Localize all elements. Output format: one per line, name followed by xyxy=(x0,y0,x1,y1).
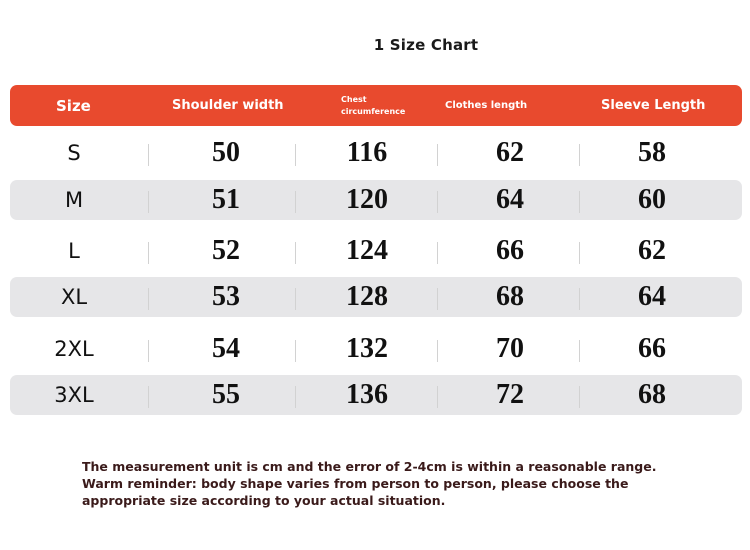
column-divider xyxy=(295,144,296,166)
shoulder-cell: 50 xyxy=(212,137,240,168)
column-divider xyxy=(437,288,438,310)
clothes-length-cell: 64 xyxy=(496,184,524,215)
column-divider xyxy=(148,340,149,362)
clothes-length-cell: 66 xyxy=(496,235,524,266)
column-divider xyxy=(579,144,580,166)
column-divider xyxy=(437,191,438,213)
column-divider xyxy=(579,288,580,310)
sleeve-length-cell: 60 xyxy=(638,184,666,215)
column-divider xyxy=(579,191,580,213)
size-cell: L xyxy=(68,239,80,263)
note-line: Warm reminder: body shape varies from person to person, please choose the xyxy=(82,476,629,491)
column-divider xyxy=(148,144,149,166)
chest-cell: 116 xyxy=(346,137,388,168)
size-cell: XL xyxy=(60,285,88,309)
column-divider xyxy=(437,144,438,166)
column-divider xyxy=(295,386,296,408)
table-row xyxy=(10,133,742,173)
column-divider xyxy=(148,242,149,264)
column-divider xyxy=(295,242,296,264)
column-divider xyxy=(148,386,149,408)
column-divider xyxy=(148,191,149,213)
chest-cell: 124 xyxy=(346,235,388,266)
table-row xyxy=(10,231,742,271)
note-line: The measurement unit is cm and the error of 2-4cm is within a reasonable range. xyxy=(82,459,657,474)
column-divider xyxy=(437,386,438,408)
shoulder-cell: 54 xyxy=(212,333,240,364)
clothes-length-cell: 62 xyxy=(496,137,524,168)
chest-cell: 120 xyxy=(346,184,388,215)
header-size: Size xyxy=(56,96,91,115)
chest-cell: 136 xyxy=(346,379,388,410)
sleeve-length-cell: 68 xyxy=(638,379,666,410)
clothes-length-cell: 70 xyxy=(496,333,524,364)
table-row xyxy=(10,277,742,317)
note-line: appropriate size according to your actual situation. xyxy=(82,493,446,508)
shoulder-cell: 55 xyxy=(212,379,240,410)
table-row xyxy=(10,180,742,220)
size-cell: S xyxy=(67,141,81,165)
size-cell: M xyxy=(64,188,84,212)
table-row xyxy=(10,375,742,415)
size-chart-title: 1 Size Chart xyxy=(373,36,479,54)
column-divider xyxy=(579,242,580,264)
chest-cell: 132 xyxy=(346,333,388,364)
size-cell: 3XL xyxy=(54,383,94,407)
header-chest-circumference: Chest circumference xyxy=(341,94,406,116)
header-shoulder-width: Shoulder width xyxy=(172,98,284,113)
measurement-note xyxy=(82,458,682,509)
shoulder-cell: 53 xyxy=(212,281,240,312)
sleeve-length-cell: 64 xyxy=(638,281,666,312)
column-divider xyxy=(295,288,296,310)
sleeve-length-cell: 66 xyxy=(638,333,666,364)
table-row xyxy=(10,329,742,369)
column-divider xyxy=(579,340,580,362)
shoulder-cell: 52 xyxy=(212,235,240,266)
column-divider xyxy=(148,288,149,310)
column-divider xyxy=(579,386,580,408)
column-divider xyxy=(437,242,438,264)
sleeve-length-cell: 58 xyxy=(638,137,666,168)
clothes-length-cell: 68 xyxy=(496,281,524,312)
header-clothes-length: Clothes length xyxy=(445,100,528,111)
size-cell: 2XL xyxy=(54,337,94,361)
table-header xyxy=(10,85,742,126)
clothes-length-cell: 72 xyxy=(496,379,524,410)
header-sleeve-length: Sleeve Length xyxy=(601,98,706,113)
chest-cell: 128 xyxy=(346,281,388,312)
sleeve-length-cell: 62 xyxy=(638,235,666,266)
column-divider xyxy=(295,191,296,213)
shoulder-cell: 51 xyxy=(212,184,240,215)
column-divider xyxy=(295,340,296,362)
column-divider xyxy=(437,340,438,362)
